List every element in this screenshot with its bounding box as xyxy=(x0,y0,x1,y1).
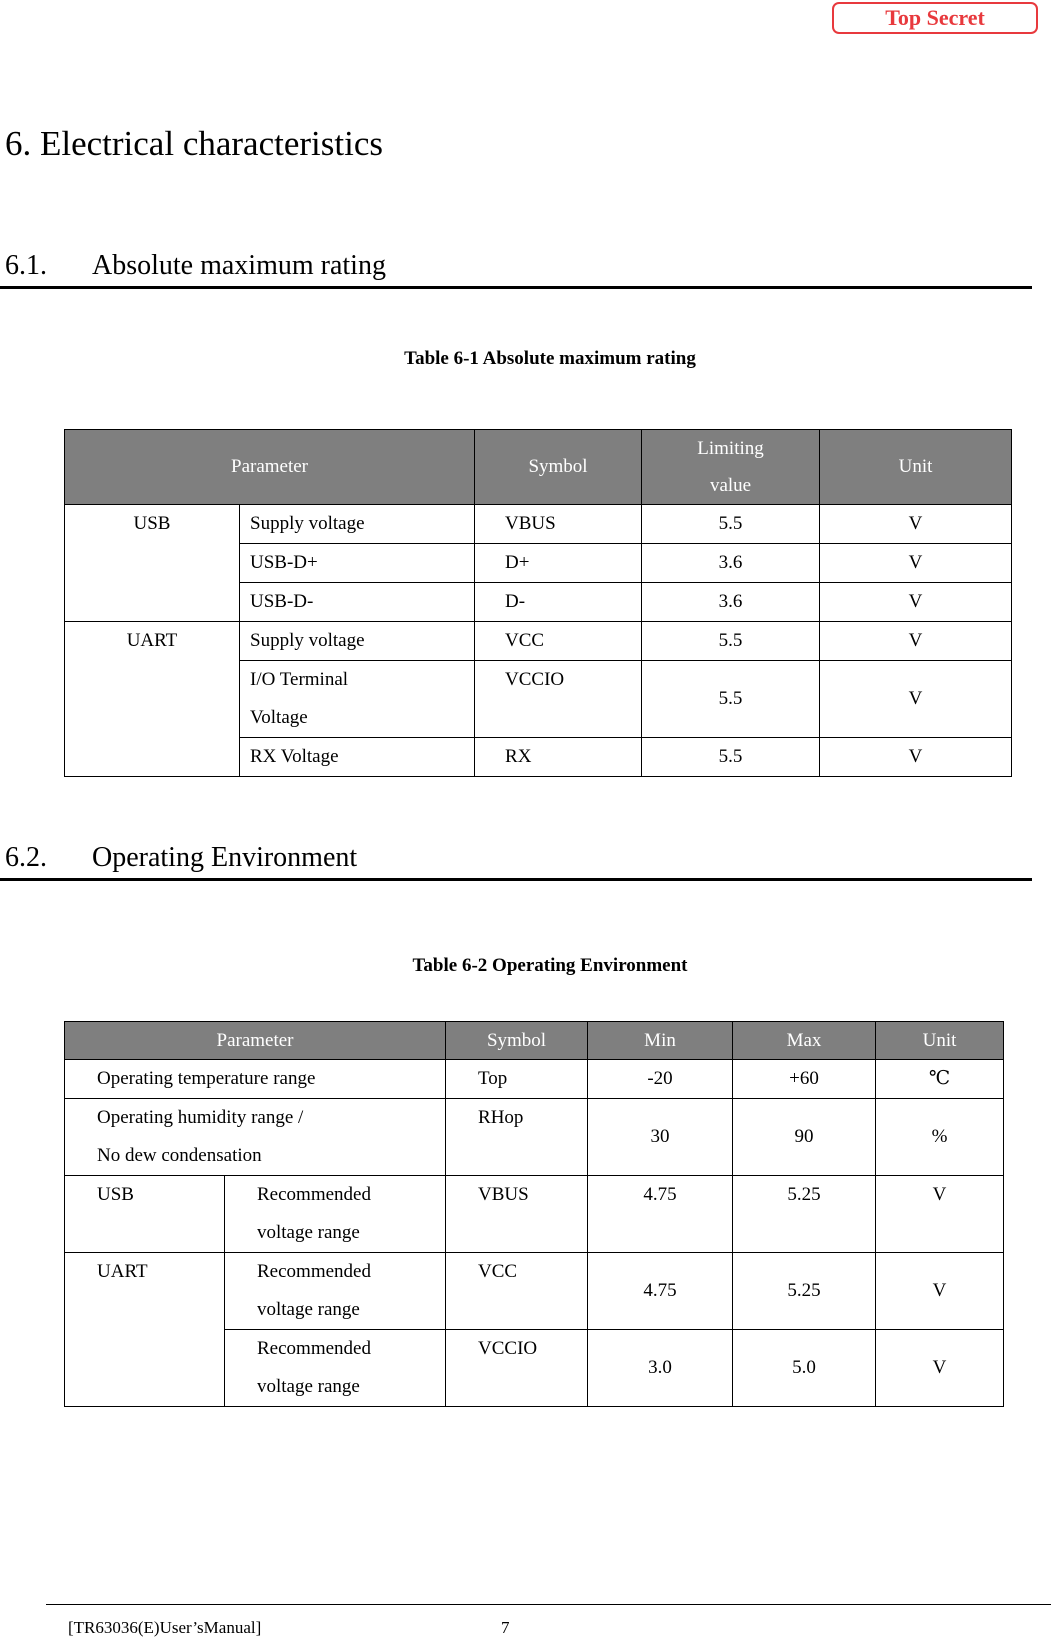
param-cell xyxy=(225,1253,446,1330)
header-limit-line1: Limiting xyxy=(697,438,764,459)
table-header-row xyxy=(65,1022,1004,1060)
symbol-cell: VCC xyxy=(475,622,642,661)
param-cell xyxy=(65,1099,446,1176)
section-title: Operating Environment xyxy=(92,842,358,873)
param-cell: USB-D+ xyxy=(240,544,475,583)
max-cell: 5.25 xyxy=(733,1176,876,1253)
param-cell: Supply voltage xyxy=(240,622,475,661)
param-line1: Recommended xyxy=(257,1338,371,1359)
unit-cell: V xyxy=(876,1253,1004,1330)
param-line2: Voltage xyxy=(250,707,308,728)
param-cell: Operating temperature range xyxy=(65,1060,446,1099)
group-label: UART xyxy=(65,622,240,777)
param-cell xyxy=(240,661,475,738)
table-row xyxy=(65,1253,1004,1330)
header-limit-line2: value xyxy=(709,475,752,496)
top-secret-stamp: Top Secret xyxy=(832,2,1038,34)
unit-cell: V xyxy=(876,1176,1004,1253)
symbol-cell: VCCIO xyxy=(446,1330,588,1407)
symbol-cell: D- xyxy=(475,583,642,622)
unit-cell: ℃ xyxy=(876,1060,1004,1099)
param-line2: voltage range xyxy=(257,1376,360,1397)
header-unit: Unit xyxy=(876,1022,1004,1060)
footer-manual-name: [TR63036(E)User’sManual] xyxy=(68,1618,262,1637)
min-cell: 4.75 xyxy=(588,1253,733,1330)
page-title: 6. Electrical characteristics xyxy=(5,124,383,163)
header-max: Max xyxy=(733,1022,876,1060)
header-limiting-value xyxy=(642,430,820,505)
min-cell: 30 xyxy=(588,1099,733,1176)
param-cell xyxy=(225,1176,446,1253)
value-cell: 3.6 xyxy=(642,583,820,622)
table-row xyxy=(65,622,1012,661)
table-row xyxy=(65,1099,1004,1176)
min-cell: 3.0 xyxy=(588,1330,733,1407)
min-cell: 4.75 xyxy=(588,1176,733,1253)
symbol-cell: Top xyxy=(446,1060,588,1099)
max-cell: +60 xyxy=(733,1060,876,1099)
symbol-cell: VCC xyxy=(446,1253,588,1330)
footer-page-number: 7 xyxy=(501,1618,510,1637)
symbol-cell: VCCIO xyxy=(475,661,642,738)
max-cell: 5.0 xyxy=(733,1330,876,1407)
header-parameter: Parameter xyxy=(65,430,475,505)
param-cell xyxy=(225,1330,446,1407)
header-parameter: Parameter xyxy=(65,1022,446,1060)
value-cell: 5.5 xyxy=(642,738,820,777)
unit-cell: V xyxy=(876,1330,1004,1407)
param-cell: Supply voltage xyxy=(240,505,475,544)
group-label: USB xyxy=(65,505,240,622)
section-number: 6.1. xyxy=(5,250,47,281)
symbol-cell: VBUS xyxy=(475,505,642,544)
param-cell: USB-D- xyxy=(240,583,475,622)
param-line1: I/O Terminal xyxy=(250,669,349,690)
unit-cell: % xyxy=(876,1099,1004,1176)
param-cell: RX Voltage xyxy=(240,738,475,777)
symbol-cell: D+ xyxy=(475,544,642,583)
header-unit: Unit xyxy=(820,430,1012,505)
footer-divider xyxy=(46,1604,1051,1605)
table-caption: Table 6-2 Operating Environment xyxy=(412,955,688,976)
section-title: Absolute maximum rating xyxy=(92,250,386,281)
value-cell: 3.6 xyxy=(642,544,820,583)
param-line1: Recommended xyxy=(257,1261,371,1282)
section-heading-6-1 xyxy=(0,242,1032,289)
param-line2: No dew condensation xyxy=(97,1145,262,1166)
header-symbol: Symbol xyxy=(446,1022,588,1060)
absolute-max-rating-table xyxy=(64,429,1012,777)
unit-cell: V xyxy=(820,661,1012,738)
table-caption: Table 6-1 Absolute maximum rating xyxy=(404,348,696,369)
value-cell: 5.5 xyxy=(642,661,820,738)
max-cell: 5.25 xyxy=(733,1253,876,1330)
value-cell: 5.5 xyxy=(642,622,820,661)
symbol-cell: VBUS xyxy=(446,1176,588,1253)
operating-environment-table xyxy=(64,1021,1004,1407)
unit-cell: V xyxy=(820,622,1012,661)
unit-cell: V xyxy=(820,544,1012,583)
param-line2: voltage range xyxy=(257,1299,360,1320)
header-symbol: Symbol xyxy=(475,430,642,505)
section-heading-6-2 xyxy=(0,834,1032,881)
symbol-cell: RX xyxy=(475,738,642,777)
param-line1: Operating humidity range / xyxy=(97,1107,304,1128)
unit-cell: V xyxy=(820,738,1012,777)
unit-cell: V xyxy=(820,505,1012,544)
group-label: USB xyxy=(65,1176,225,1253)
table-header-row xyxy=(65,430,1012,505)
param-line2: voltage range xyxy=(257,1222,360,1243)
symbol-cell: RHop xyxy=(446,1099,588,1176)
table-row xyxy=(65,505,1012,544)
unit-cell: V xyxy=(820,583,1012,622)
group-label: UART xyxy=(65,1253,225,1407)
section-number: 6.2. xyxy=(5,842,47,873)
min-cell: -20 xyxy=(588,1060,733,1099)
table-row xyxy=(65,1176,1004,1253)
header-min: Min xyxy=(588,1022,733,1060)
table-row xyxy=(65,1060,1004,1099)
max-cell: 90 xyxy=(733,1099,876,1176)
param-line1: Recommended xyxy=(257,1184,371,1205)
value-cell: 5.5 xyxy=(642,505,820,544)
